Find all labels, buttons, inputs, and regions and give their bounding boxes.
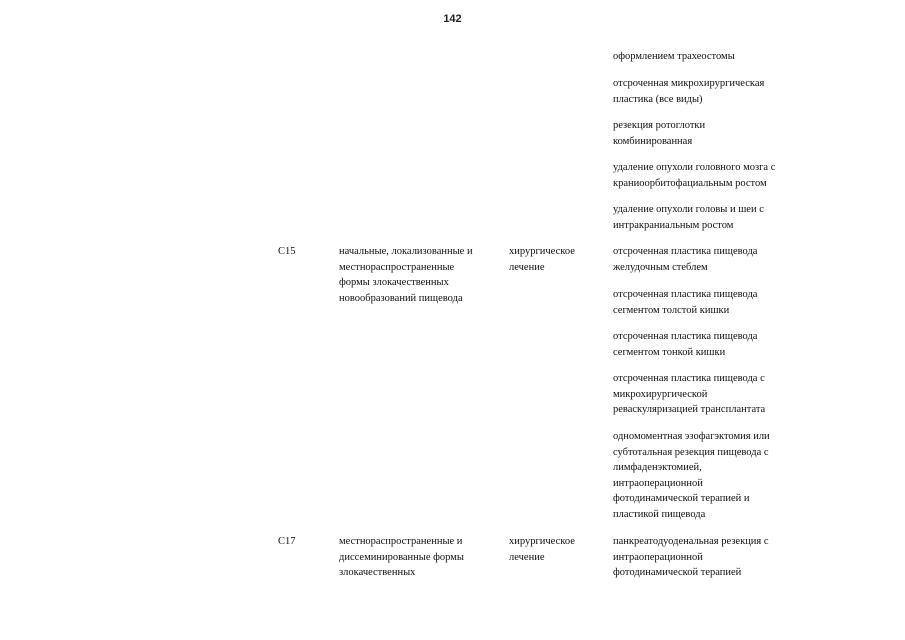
procedure-text: удаление опухоли головы и шеи с интракраниальным ростом	[613, 204, 764, 231]
diagnosis-description: местнораспространенные и диссеминированные формы злокачественных	[339, 536, 464, 579]
procedure-text: отсроченная микрохирургическая пластика (все виды)	[613, 78, 765, 105]
procedure-text: отсроченная пластика пищевода желудочным стеблем	[613, 246, 758, 273]
procedure-text: отсроченная пластика пищевода сегментом тонкой кишки	[613, 331, 758, 358]
procedure-text: отсроченная пластика пищевода сегментом толстой кишки	[613, 289, 758, 316]
page-number: 142	[443, 13, 462, 25]
procedure-text: резекция ротоглотки комбинированная	[613, 120, 706, 147]
procedure-text: удаление опухоли головного мозга с краниоорбитофациальным ростом	[613, 162, 776, 189]
diagnosis-code: C15	[278, 246, 296, 257]
procedure-text: панкреатодуоденальная резекция с интраоперационной фотодинамической терапией	[613, 536, 769, 579]
diagnosis-code: C17	[278, 536, 296, 547]
procedure-text: одномоментная эзофагэктомия или субтотальная резекция пищевода с лимфаденэктомией, интраоперационной фотодинамической терапией и пластикой пищевода	[613, 431, 770, 520]
treatment-type: хирургическое лечение	[509, 536, 575, 563]
procedure-text: оформлением трахеостомы	[613, 51, 735, 62]
treatment-type: хирургическое лечение	[509, 246, 575, 273]
diagnosis-description: начальные, локализованные и местнораспространенные формы злокачественных новообразований пищевода	[339, 246, 473, 304]
procedure-text: отсроченная пластика пищевода с микрохирургической реваскуляризацией трансплантата	[613, 373, 766, 416]
